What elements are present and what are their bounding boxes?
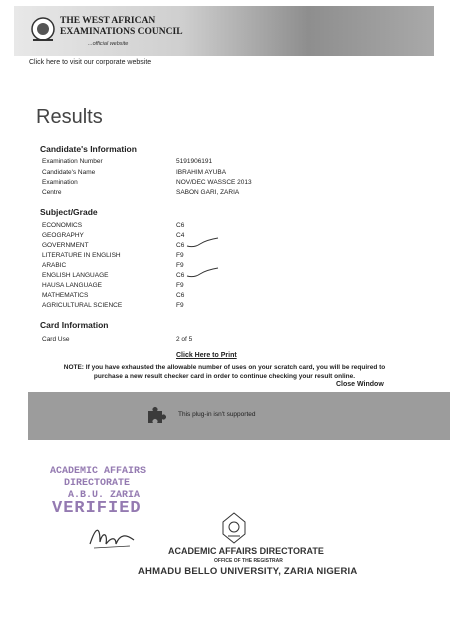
candidate-label: Candidate's Name: [42, 169, 96, 176]
subject-label: AGRICULTURAL SCIENCE: [42, 302, 123, 309]
candidate-value: IBRAHIM AYUBA: [176, 169, 227, 176]
subject-label: ECONOMICS: [42, 222, 83, 229]
grade-value: F9: [176, 302, 184, 309]
candidate-value: 5191906191: [176, 158, 213, 165]
candidate-heading: Candidate's Information: [40, 144, 137, 154]
subject-label: GOVERNMENT: [42, 242, 89, 249]
stamp-line: ACADEMIC AFFAIRS: [50, 466, 147, 477]
close-window-link[interactable]: Close Window: [336, 381, 384, 388]
card-heading: Card Information: [40, 320, 109, 330]
grade-value: C6: [176, 242, 185, 249]
org-name-line1: THE WEST AFRICAN: [60, 16, 156, 26]
candidate-label: Examination: [42, 179, 78, 186]
handwritten-tick-mark: [186, 236, 220, 250]
wafe-crest-icon: [30, 16, 56, 44]
page-title: Results: [36, 106, 103, 128]
plugin-message: This plug-in isn't supported: [178, 411, 256, 418]
note-label: NOTE:: [63, 364, 84, 371]
stamp-line: DIRECTORATE: [64, 478, 131, 489]
card-label: Card Use: [42, 336, 70, 343]
subject-heading: Subject/Grade: [40, 207, 98, 217]
candidate-value: SABON GARI, ZARIA: [176, 189, 240, 196]
org-name: [60, 16, 183, 38]
grade-value: C4: [176, 232, 185, 239]
subject-label: LITERATURE IN ENGLISH: [42, 252, 121, 259]
notice: [52, 363, 397, 381]
candidate-label: Examination Number: [42, 158, 103, 165]
grade-value: F9: [176, 262, 184, 269]
directorate-name: ACADEMIC AFFAIRS DIRECTORATE: [168, 546, 324, 556]
grade-value: F9: [176, 252, 184, 259]
grade-value: C6: [176, 292, 185, 299]
grade-value: F9: [176, 282, 184, 289]
abu-crest-icon: [222, 512, 246, 544]
subject-label: MATHEMATICS: [42, 292, 89, 299]
site-header: [14, 6, 434, 56]
org-name-line2: EXAMINATIONS COUNCIL: [60, 27, 183, 37]
grade-value: C6: [176, 222, 185, 229]
corporate-website-link[interactable]: Click here to visit our corporate website: [29, 59, 152, 66]
candidate-label: Centre: [42, 189, 62, 196]
stamp-line: A.B.U. ZARIA: [68, 490, 141, 501]
subject-label: HAUSA LANGUAGE: [42, 282, 102, 289]
card-value: 2 of 5: [176, 336, 193, 343]
candidate-value: NOV/DEC WASSCE 2013: [176, 179, 252, 186]
subject-label: ARABIC: [42, 262, 67, 269]
signature: [86, 522, 138, 552]
stamp-verified: VERIFIED: [52, 499, 142, 518]
subject-label: GEOGRAPHY: [42, 232, 84, 239]
note-text: If you have exhausted the allowable number of uses on your scratch card, you will be required to purchase a new result checker card in order to continue checking your result online.: [85, 364, 386, 380]
grade-value: C6: [176, 272, 185, 279]
tagline: ...official website: [88, 41, 129, 47]
print-link[interactable]: Click Here to Print: [176, 352, 237, 359]
university-name: AHMADU BELLO UNIVERSITY, ZARIA NIGERIA: [138, 566, 358, 577]
registrar-office: OFFICE OF THE REGISTRAR: [214, 558, 283, 564]
subject-label: ENGLISH LANGUAGE: [42, 272, 109, 279]
puzzle-piece-icon: [146, 405, 166, 425]
handwritten-tick-mark: [186, 266, 220, 280]
